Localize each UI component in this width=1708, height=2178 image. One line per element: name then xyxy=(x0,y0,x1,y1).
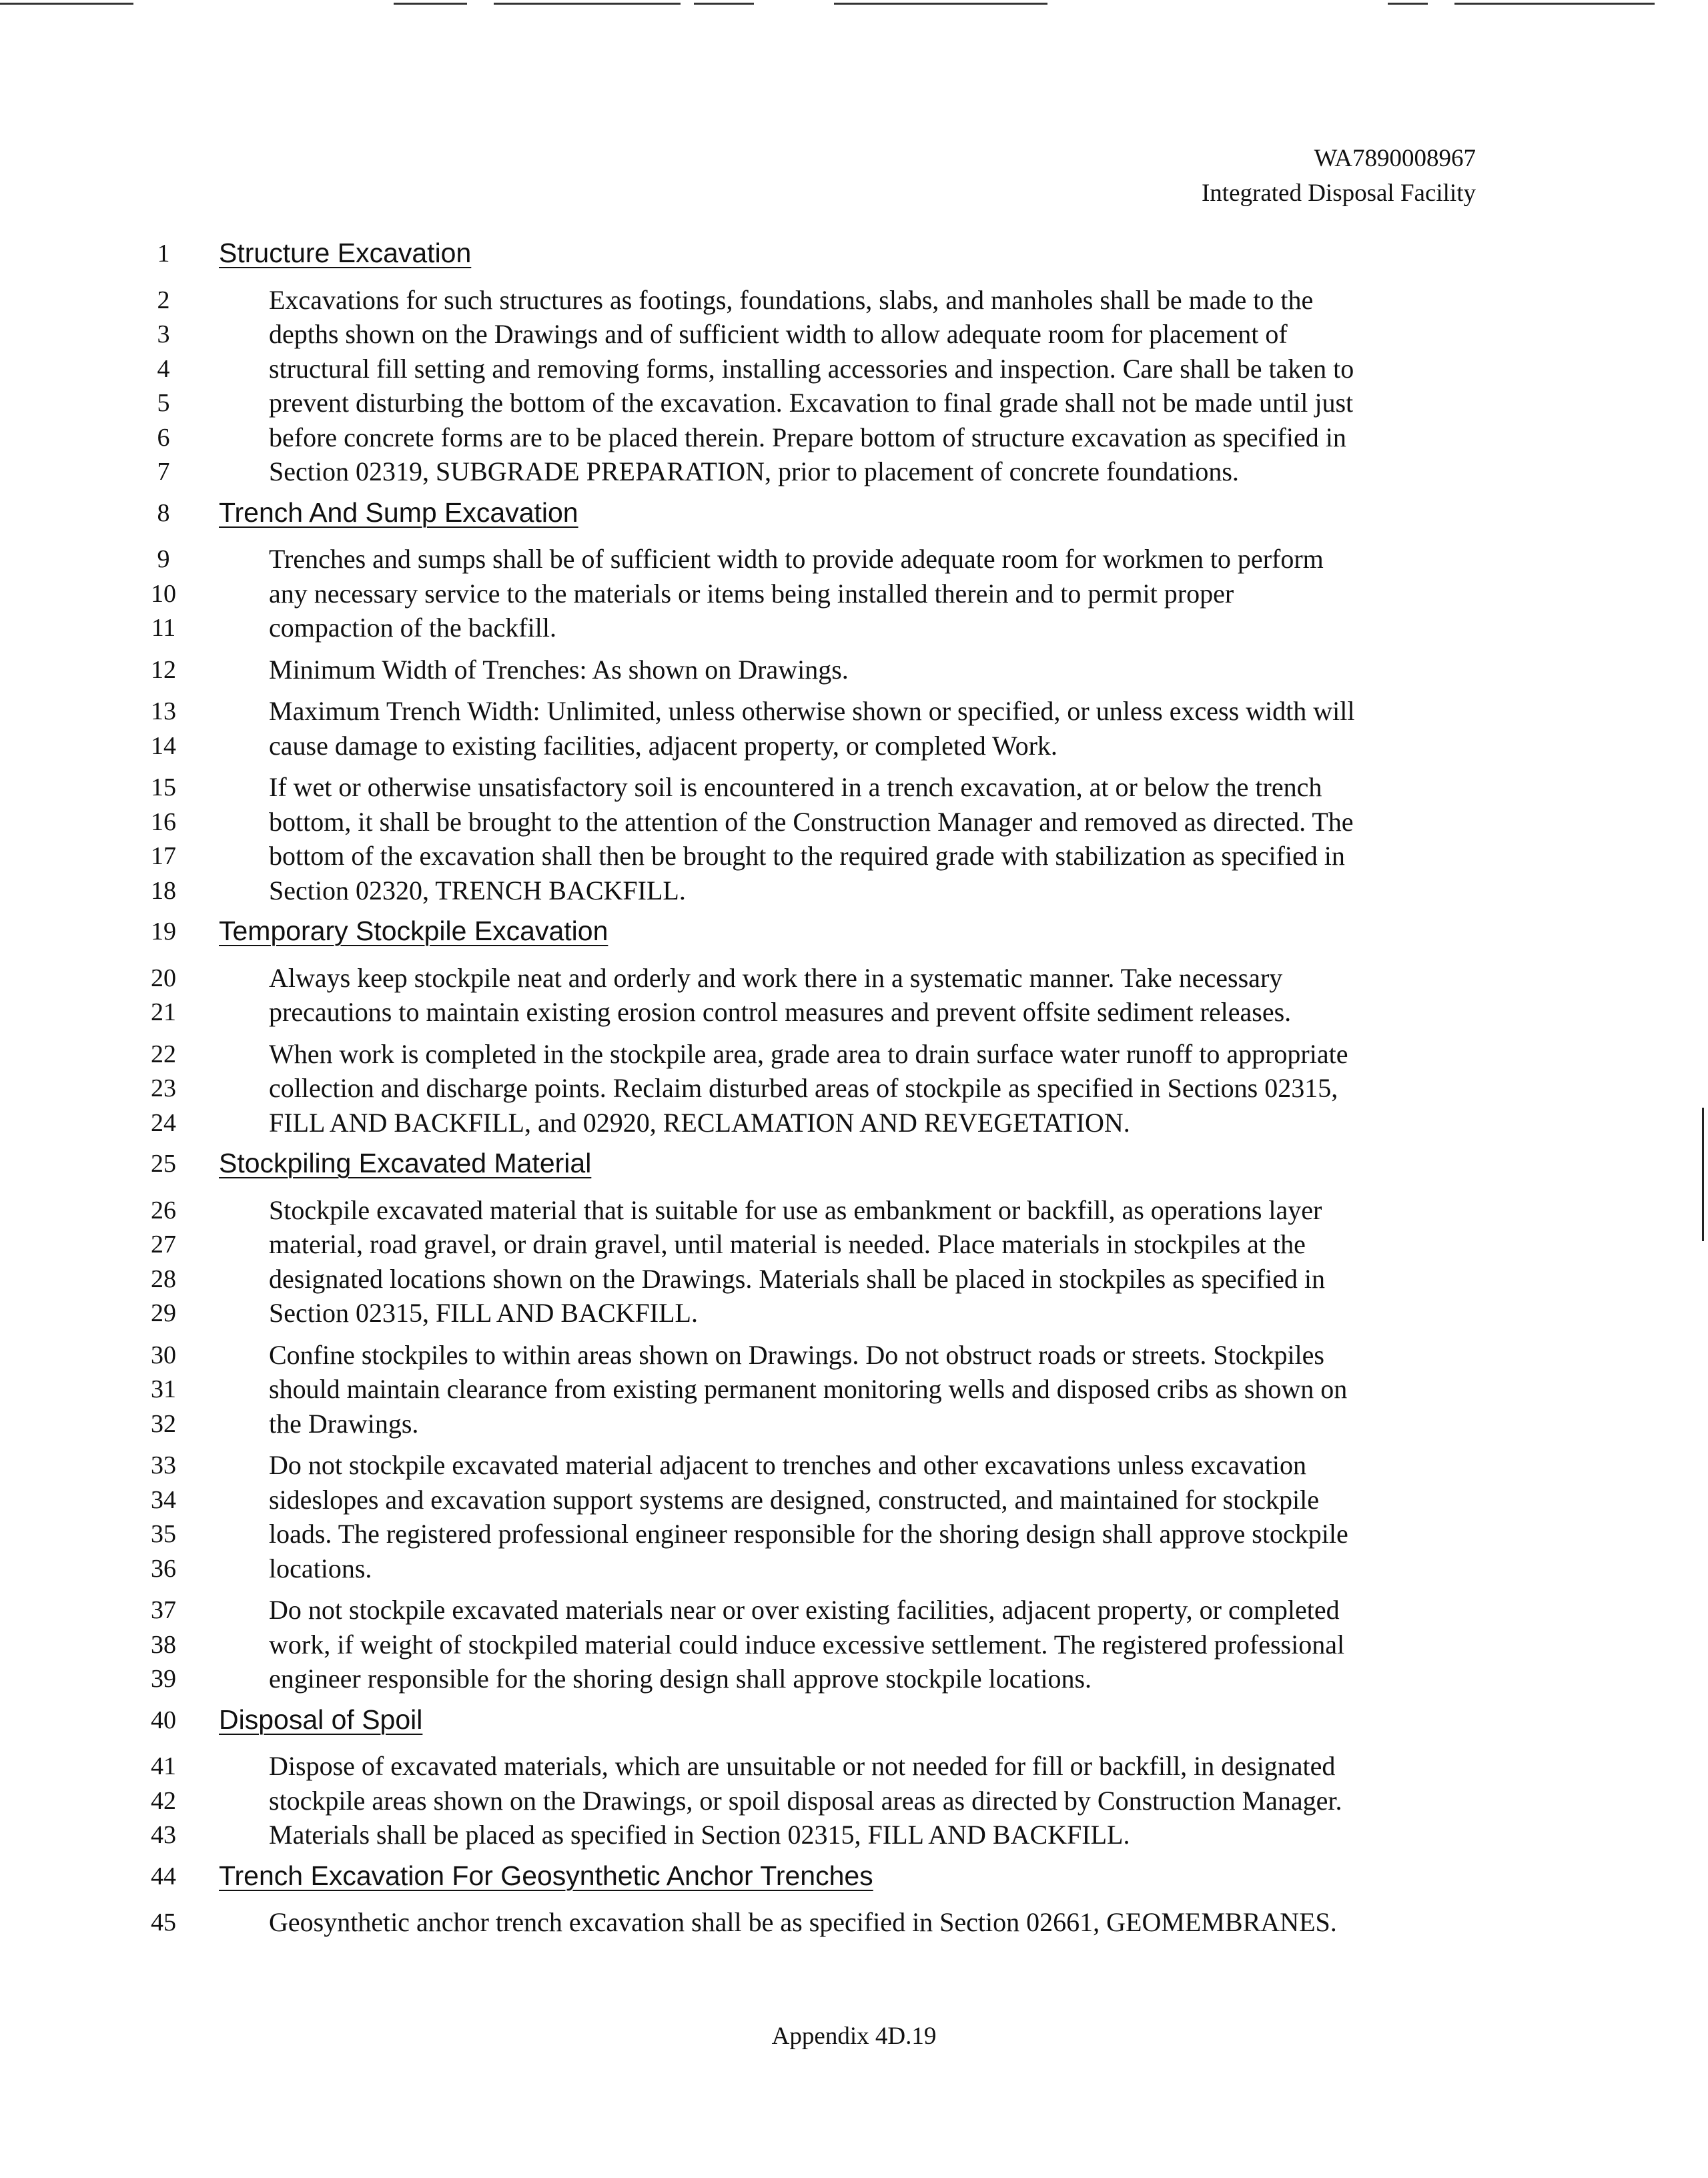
line-number: 21 xyxy=(151,998,176,1026)
document-number: WA7890008967 xyxy=(1314,145,1476,172)
paragraph-line: sideslopes and excavation support systems are designed, constructed, and maintained for stockpile xyxy=(269,1484,1320,1515)
line-number: 38 xyxy=(151,1630,176,1659)
line-number: 16 xyxy=(151,807,176,836)
line-number: 39 xyxy=(151,1665,176,1693)
line-number: 22 xyxy=(151,1040,176,1068)
paragraph-line: Dispose of excavated materials, which are unsuitable or not needed for fill or backfill, in designated xyxy=(269,1751,1336,1781)
paragraph-line: should maintain clearance from existing permanent monitoring wells and disposed cribs as shown on xyxy=(269,1374,1348,1404)
line-number: 25 xyxy=(151,1150,176,1178)
paragraph-line: precautions to maintain existing erosion control measures and prevent offsite sediment releases. xyxy=(269,997,1292,1027)
section-heading: Trench And Sump Excavation xyxy=(219,496,578,528)
paragraph-line: Maximum Trench Width: Unlimited, unless otherwise shown or specified, or unless excess width will xyxy=(269,696,1355,726)
paragraph-line: work, if weight of stockpiled material could induce excessive settlement. The registered professional xyxy=(269,1629,1345,1660)
section-heading: Stockpiling Excavated Material xyxy=(219,1148,592,1178)
section-heading: Temporary Stockpile Excavation xyxy=(219,916,608,946)
paragraph-line: any necessary service to the materials or items being installed therein and to permit proper xyxy=(269,578,1234,609)
paragraph-line: When work is completed in the stockpile area, grade area to drain surface water runoff to appropriate xyxy=(269,1038,1348,1069)
line-number: 9 xyxy=(157,545,170,573)
section-heading: Trench Excavation For Geosynthetic Anchor Trenches xyxy=(219,1860,873,1891)
line-number: 11 xyxy=(151,614,176,642)
paragraph-line: collection and discharge points. Reclaim disturbed areas of stockpile as specified in Sections 02315, xyxy=(269,1073,1338,1103)
scan-mark xyxy=(394,3,467,5)
line-number: 31 xyxy=(151,1375,176,1403)
line-number: 19 xyxy=(151,918,176,946)
scan-artifacts xyxy=(0,0,1708,8)
paragraph-line: stockpile areas shown on the Drawings, or spoil disposal areas as directed by Construction Manager. xyxy=(269,1785,1342,1816)
paragraph-line: loads. The registered professional engineer responsible for the shoring design shall approve stockpile xyxy=(269,1519,1348,1549)
paragraph-line: locations. xyxy=(269,1553,372,1583)
section-heading: Disposal of Spoil xyxy=(219,1704,423,1735)
paragraph-line: material, road gravel, or drain gravel, until material is needed. Place materials in stockpiles at the xyxy=(269,1229,1306,1259)
line-number: 3 xyxy=(157,320,170,348)
scan-mark xyxy=(694,3,754,5)
paragraph-line: FILL AND BACKFILL, and 02920, RECLAMATION AND REVEGETATION. xyxy=(269,1107,1130,1138)
line-number: 37 xyxy=(151,1596,176,1624)
scan-edge-mark xyxy=(1702,1108,1704,1241)
paragraph-line: Always keep stockpile neat and orderly and work there in a systematic manner. Take necessary xyxy=(269,962,1283,993)
paragraph-line: Excavations for such structures as footings, foundations, slabs, and manholes shall be made to the xyxy=(269,284,1314,315)
page-footer: Appendix 4D.19 xyxy=(771,2023,937,2050)
scan-mark xyxy=(1454,3,1655,5)
line-number: 12 xyxy=(151,655,176,684)
paragraph-line: Do not stockpile excavated materials near or over existing facilities, adjacent property, or completed xyxy=(269,1595,1340,1625)
line-number: 34 xyxy=(151,1485,176,1514)
paragraph-line: bottom of the excavation shall then be brought to the required grade with stabilization as specified in xyxy=(269,841,1345,871)
line-number: 29 xyxy=(151,1299,176,1327)
line-number: 2 xyxy=(157,286,170,314)
line-number: 1 xyxy=(157,240,170,268)
line-number: 23 xyxy=(151,1074,176,1102)
paragraph-line: Do not stockpile excavated material adjacent to trenches and other excavations unless excavation xyxy=(269,1450,1306,1480)
paragraph-line: engineer responsible for the shoring design shall approve stockpile locations. xyxy=(269,1664,1092,1694)
line-number: 15 xyxy=(151,773,176,801)
line-number: 14 xyxy=(151,731,176,760)
scan-mark xyxy=(834,3,1047,5)
scan-mark xyxy=(494,3,681,5)
line-number: 44 xyxy=(151,1862,176,1890)
line-number: 35 xyxy=(151,1520,176,1548)
scan-mark xyxy=(1388,3,1428,5)
paragraph-line: Section 02319, SUBGRADE PREPARATION, prior to placement of concrete foundations. xyxy=(269,456,1239,486)
scan-mark xyxy=(0,3,133,5)
paragraph-line: Confine stockpiles to within areas shown on Drawings. Do not obstruct roads or streets. Stockpiles xyxy=(269,1339,1324,1370)
line-number: 45 xyxy=(151,1908,176,1936)
paragraph-line: Minimum Width of Trenches: As shown on Drawings. xyxy=(269,654,849,685)
paragraph-line: cause damage to existing facilities, adjacent property, or completed Work. xyxy=(269,730,1057,761)
line-number: 40 xyxy=(151,1706,176,1734)
line-number: 17 xyxy=(151,842,176,870)
line-number: 30 xyxy=(151,1341,176,1369)
paragraph-line: If wet or otherwise unsatisfactory soil is encountered in a trench excavation, at or below the trench xyxy=(269,772,1322,802)
paragraph-line: Materials shall be placed as specified in Section 02315, FILL AND BACKFILL. xyxy=(269,1820,1130,1850)
line-number: 28 xyxy=(151,1264,176,1293)
paragraph-line: Stockpile excavated material that is suitable for use as embankment or backfill, as operations layer xyxy=(269,1194,1322,1225)
paragraph-line: before concrete forms are to be placed therein. Prepare bottom of structure excavation as specified in xyxy=(269,422,1346,452)
line-number: 4 xyxy=(157,354,170,383)
paragraph-line: Geosynthetic anchor trench excavation shall be as specified in Section 02661, GEOMEMBRANES. xyxy=(269,1907,1337,1937)
line-number: 33 xyxy=(151,1451,176,1479)
section-heading: Structure Excavation xyxy=(219,238,472,268)
paragraph-line: Section 02320, TRENCH BACKFILL. xyxy=(269,875,686,905)
line-number: 41 xyxy=(151,1752,176,1780)
line-number: 36 xyxy=(151,1554,176,1583)
line-number: 43 xyxy=(151,1821,176,1849)
line-number: 24 xyxy=(151,1108,176,1137)
paragraph-line: designated locations shown on the Drawings. Materials shall be placed in stockpiles as specified in xyxy=(269,1263,1325,1294)
paragraph-line: structural fill setting and removing forms, installing accessories and inspection. Care shall be taken to xyxy=(269,353,1354,384)
line-number: 26 xyxy=(151,1196,176,1224)
line-number: 32 xyxy=(151,1409,176,1438)
page-header xyxy=(1202,141,1476,211)
line-number: 7 xyxy=(157,458,170,486)
paragraph-line: depths shown on the Drawings and of sufficient width to allow adequate room for placement of xyxy=(269,319,1288,349)
line-number: 8 xyxy=(157,498,170,527)
line-number: 20 xyxy=(151,964,176,992)
paragraph-line: compaction of the backfill. xyxy=(269,613,556,643)
paragraph-line: the Drawings. xyxy=(269,1408,419,1439)
line-number: 6 xyxy=(157,423,170,452)
line-number: 10 xyxy=(151,579,176,608)
line-number: 18 xyxy=(151,876,176,905)
line-number: 5 xyxy=(157,389,170,417)
paragraph-line: Trenches and sumps shall be of sufficient width to provide adequate room for workmen to perform xyxy=(269,544,1324,574)
facility-name: Integrated Disposal Facility xyxy=(1201,179,1476,207)
line-number: 42 xyxy=(151,1786,176,1815)
paragraph-line: Section 02315, FILL AND BACKFILL. xyxy=(269,1298,698,1328)
line-number: 27 xyxy=(151,1230,176,1258)
line-number: 13 xyxy=(151,697,176,725)
paragraph-line: bottom, it shall be brought to the attention of the Construction Manager and removed as directed. The xyxy=(269,806,1354,837)
paragraph-line: prevent disturbing the bottom of the excavation. Excavation to final grade shall not be made until just xyxy=(269,388,1354,418)
